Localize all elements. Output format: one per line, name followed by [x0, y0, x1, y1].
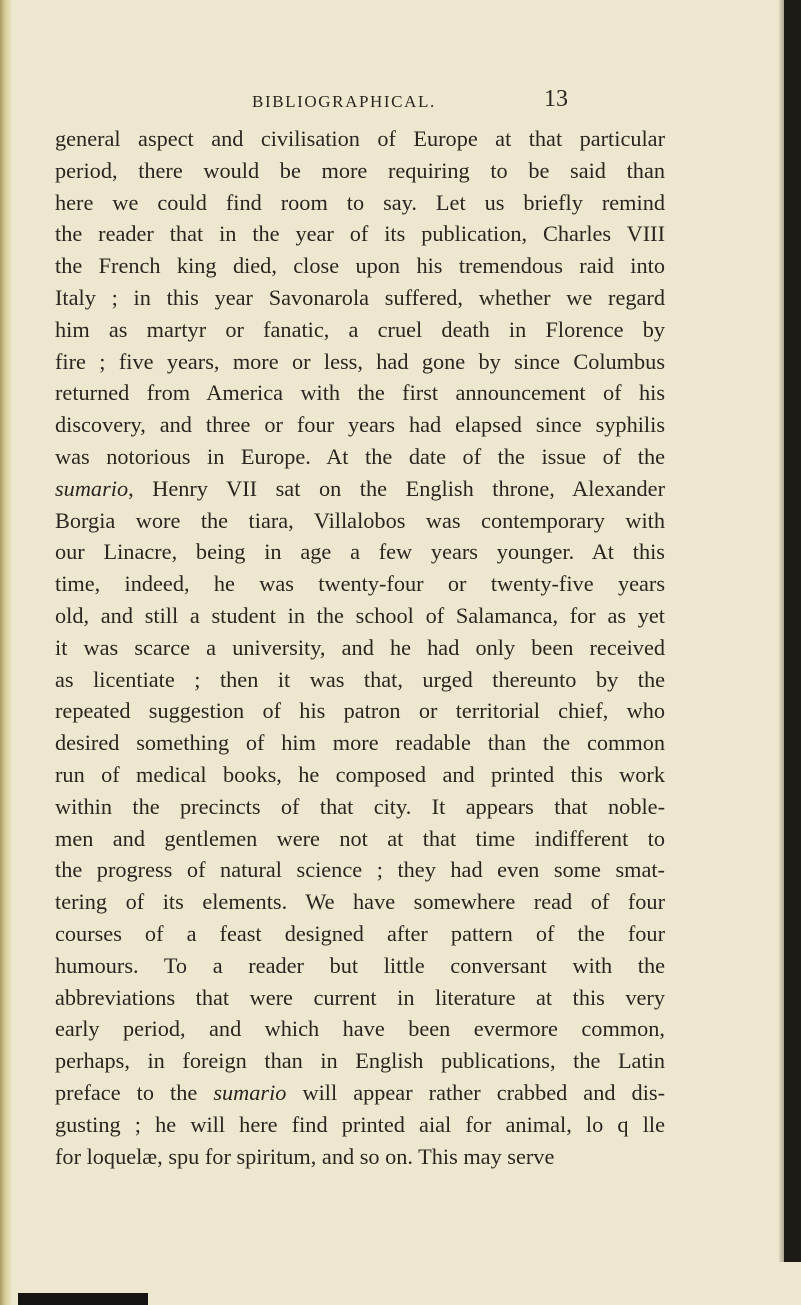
text-line: period, there would be more requiring to be said than: [55, 157, 665, 183]
page-number: 13: [544, 86, 568, 112]
page-left-edge: [0, 0, 12, 1305]
scan-bottom-mark: [18, 1293, 148, 1305]
text-line: for loquelæ, spu for spiritum, and so on. This may serve: [55, 1143, 555, 1169]
text-line: [55, 473, 665, 505]
text-line: was notorious in Europe. At the date of the issue of the: [55, 443, 665, 469]
text-line: time, indeed, he was twenty-four or twenty-five years: [55, 571, 665, 597]
text-line: the reader that in the year of its publication, Charles VIII: [55, 221, 665, 247]
text-line: perhaps, in foreign than in English publications, the Latin: [55, 1048, 665, 1074]
text-line: [55, 1077, 665, 1109]
text-line: tering of its elements. We have somewhere read of four: [55, 889, 665, 915]
text-line: general aspect and civilisation of Europe at that particular: [55, 126, 665, 151]
text-line: gusting ; he will here find printed aial for animal, lo q lle: [55, 1111, 665, 1137]
text-line: here we could find room to say. Let us briefly remind: [55, 189, 665, 215]
text-line: repeated suggestion of his patron or territorial chief, who: [55, 698, 665, 724]
text-line: run of medical books, he composed and printed this work: [55, 761, 665, 787]
text-line: the French king died, close upon his tremendous raid into: [55, 253, 665, 279]
running-head: BIBLIOGRAPHICAL.: [252, 92, 436, 111]
text-line: our Linacre, being in age a few years younger. At this: [55, 539, 665, 565]
text-line: discovery, and three or four years had elapsed since syphilis: [55, 412, 665, 438]
text-line: early period, and which have been evermore common,: [55, 1016, 665, 1042]
text-line: fire ; five years, more or less, had gone by since Columbus: [55, 348, 665, 374]
text-line: men and gentlemen were not at that time indifferent to: [55, 825, 665, 851]
italic-title: sumario: [55, 475, 129, 501]
line-text: , Henry VII sat on the English throne, Alexander: [128, 475, 665, 501]
text-line: courses of a feast designed after pattern of the four: [55, 920, 665, 946]
text-line: returned from America with the first announcement of his: [55, 380, 665, 406]
text-line: humours. To a reader but little conversant with the: [55, 952, 665, 978]
line-text: will appear rather crabbed and dis-: [286, 1079, 665, 1105]
text-line: him as martyr or fanatic, a cruel death in Florence by: [55, 316, 665, 342]
text-line: it was scarce a university, and he had only been received: [55, 634, 665, 660]
text-line: the progress of natural science ; they had even some smat-: [55, 857, 665, 883]
text-line: old, and still a student in the school of Salamanca, for as yet: [55, 602, 665, 628]
page-header: [0, 86, 801, 116]
body-text: [55, 123, 665, 1172]
text-line: abbreviations that were current in literature at this very: [55, 984, 665, 1010]
text-line: Italy ; in this year Savonarola suffered, whether we regard: [55, 284, 665, 310]
text-line: within the precincts of that city. It appears that noble-: [55, 793, 665, 819]
page-right-edge: [784, 0, 801, 1262]
line-text: preface to the: [55, 1079, 214, 1105]
text-line: Borgia wore the tiara, Villalobos was contemporary with: [55, 507, 665, 533]
text-line: desired something of him more readable than the common: [55, 730, 665, 756]
text-line: as licentiate ; then it was that, urged thereunto by the: [55, 666, 665, 692]
italic-title: sumario: [213, 1079, 287, 1105]
